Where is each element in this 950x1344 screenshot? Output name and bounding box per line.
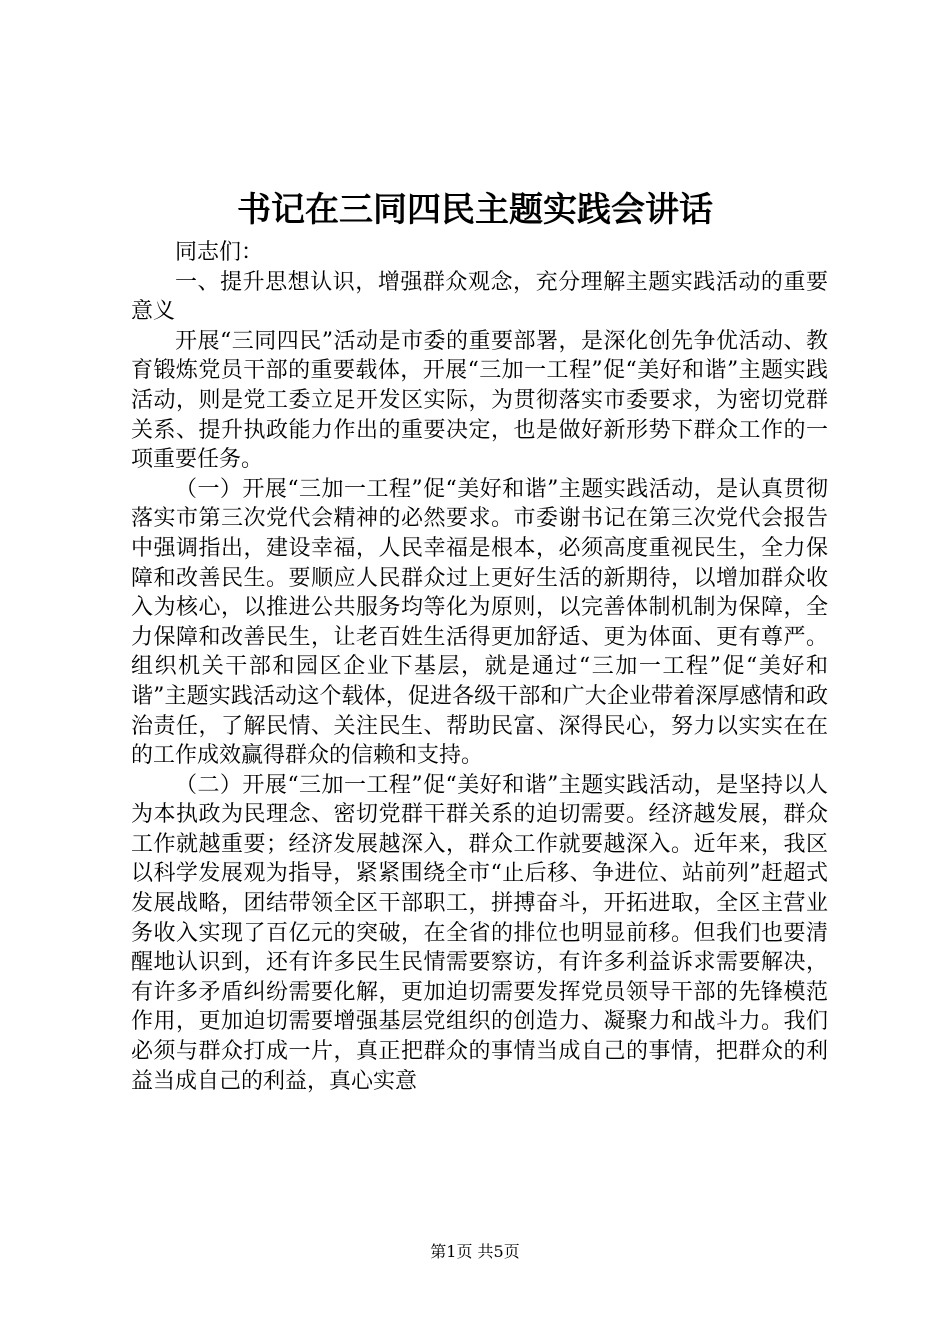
body-paragraph: （一）开展“三加一工程”促“美好和谐”主题实践活动，是认真贯彻落实市第三次党代会精神的必然要求。市委谢书记在第三次党代会报告中强调指出，建设幸福，人民幸福是根本，必须高度重视民生，全力保障和改善民生。要顺应人民群众过上更好生活的新期待，以增加群众收入为核心，以推进公共服务均等化为原则，以完善体制机制为保障，全力保障和改善民生，让老百姓生活得更加舒适、更为体面、更有尊严。组织机关干部和园区企业下基层，就是通过“三加一工程”促“美好和谐”主题实践活动这个载体，促进各级干部和广大企业带着深厚感情和政治责任，了解民情、关注民生、帮助民富、深得民心，努力以实实在在的工作成效赢得群众的信赖和支持。 — [131, 476, 828, 769]
section-heading-paragraph: 一、提升思想认识，增强群众观念，充分理解主题实践活动的重要意义 — [131, 269, 828, 325]
body-paragraph: （二）开展“三加一工程”促“美好和谐”主题实践活动，是坚持以人为本执政为民理念、密切党群干群关系的迫切需要。经济越发展，群众工作就越重要；经济发展越深入，群众工作就要越深入。近年来，我区以科学发展观为指导，紧紧围绕全市“止后移、争进位、站前列”赶超式发展战略，团结带领全区干部职工，拼搏奋斗，开拓进取，全区主营业务收入实现了百亿元的突破，在全省的排位也明显前移。但我们也要清醒地认识到，还有许多民生民情需要察访，有许多利益诉求需要解决，有许多矛盾纠纷需要化解，更加迫切需要发挥党员领导干部的先锋模范作用，更加迫切需要增强基层党组织的创造力、凝聚力和战斗力。我们必须与群众打成一片，真正把群众的事情当成自己的事情，把群众的利益当成自己的利益，真心实意 — [131, 772, 828, 1094]
document-title: 书记在三同四民主题实践会讲话 — [237, 190, 713, 230]
body-paragraph: 开展“三同四民”活动是市委的重要部署，是深化创先争优活动、教育锻炼党员干部的重要载体，开展“三加一工程”促“美好和谐”主题实践活动，则是党工委立足开发区实际，为贯彻落实市委要求，为密切党群关系、提升执政能力作出的重要决定，也是做好新形势下群众工作的一项重要任务。 — [131, 328, 828, 473]
document-body — [131, 238, 828, 1096]
page-footer: 第1页 共5页 — [430, 1242, 520, 1261]
salutation-paragraph: 同志们： — [175, 240, 264, 265]
